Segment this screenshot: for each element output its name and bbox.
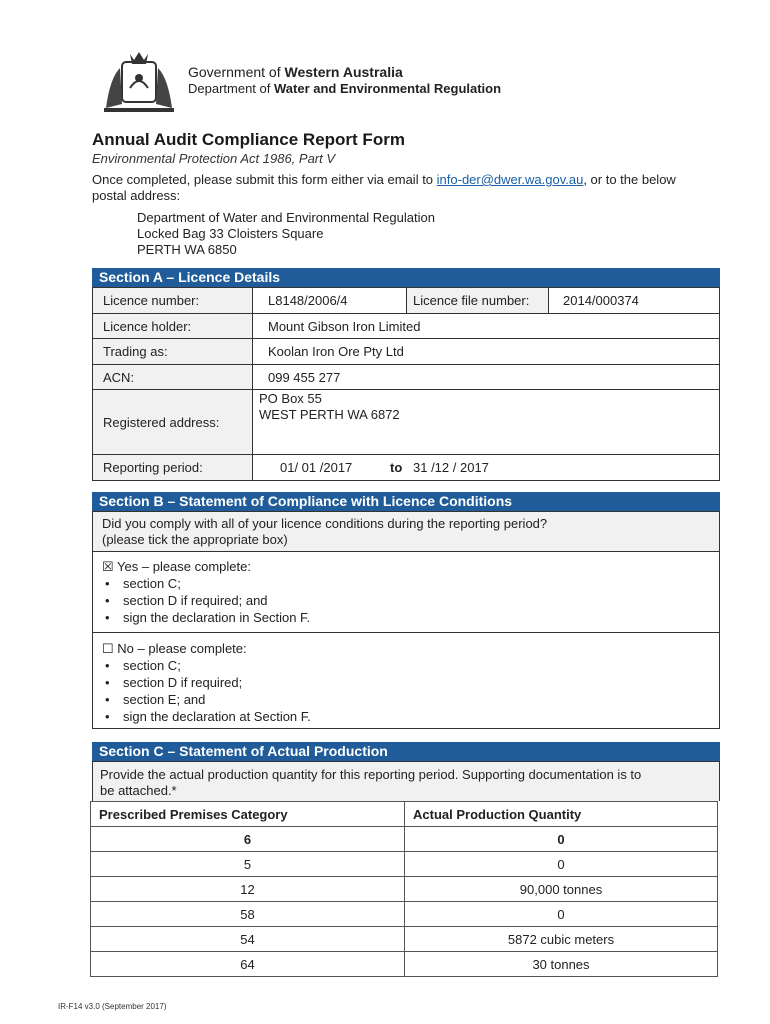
email-link[interactable]: info-der@dwer.wa.gov.au: [436, 172, 584, 187]
trading-as-label: Trading as:: [93, 339, 253, 364]
reporting-period-to-label: to: [390, 460, 403, 475]
acn-row: [93, 365, 719, 390]
government-name: Government of Western Australia: [188, 64, 403, 80]
section-c-header: Section C – Statement of Actual Production: [92, 742, 720, 761]
table-row: 6 0: [91, 827, 718, 852]
list-item: • section C;: [93, 657, 719, 674]
list-item: • section E; and: [93, 691, 719, 708]
list-item: • section D if required; and: [93, 592, 719, 609]
section-b-header: Section B – Statement of Compliance with Licence Conditions: [92, 492, 720, 511]
trading-as-value: Koolan Iron Ore Pty Ltd: [268, 344, 404, 359]
licence-details-table: [92, 287, 720, 481]
registered-address-row: [93, 390, 719, 455]
registered-address-value: PO Box 55 WEST PERTH WA 6872: [259, 391, 400, 422]
table-header-row: [91, 802, 718, 827]
yes-label: Yes – please complete:: [117, 559, 251, 574]
no-label: No – please complete:: [117, 641, 247, 656]
section-a-header: Section A – Licence Details: [92, 268, 720, 287]
list-item: • sign the declaration at Section F.: [93, 708, 719, 725]
reporting-period-label: Reporting period:: [93, 455, 253, 480]
table-row: 64 30 tonnes: [91, 952, 718, 977]
production-instructions: Provide the actual production quantity for this reporting period. Supporting documentation is to be attached.*: [92, 761, 720, 801]
yes-requirements-list: [93, 575, 719, 626]
licence-number-value: L8148/2006/4: [268, 293, 348, 308]
licence-number-row: [93, 288, 719, 314]
compliance-no-option: [93, 633, 719, 728]
wa-crest-logo: [100, 48, 178, 120]
table-row: 12 90,000 tonnes: [91, 877, 718, 902]
category-column-header: Prescribed Premises Category: [91, 802, 405, 827]
registered-address-label: Registered address:: [93, 390, 253, 454]
licence-holder-value: Mount Gibson Iron Limited: [268, 319, 421, 334]
quantity-column-header: Actual Production Quantity: [405, 802, 718, 827]
form-subtitle: Environmental Protection Act 1986, Part V: [92, 151, 336, 166]
licence-holder-row: [93, 314, 719, 339]
acn-label: ACN:: [93, 365, 253, 389]
postal-address: Department of Water and Environmental Regulation Locked Bag 33 Cloisters Square PERTH WA 6850: [137, 210, 435, 257]
table-row: 5 0: [91, 852, 718, 877]
compliance-yes-option: [93, 552, 719, 633]
yes-checkbox[interactable]: ☒: [102, 559, 114, 574]
compliance-question: Did you comply with all of your licence conditions during the reporting period? (please tick the appropriate box): [93, 512, 719, 552]
trading-as-row: [93, 339, 719, 365]
table-row: 58 0: [91, 902, 718, 927]
list-item: • sign the declaration in Section F.: [93, 609, 719, 626]
licence-file-value: 2014/000374: [563, 293, 639, 308]
acn-value: 099 455 277: [268, 370, 341, 385]
list-item: • section C;: [93, 575, 719, 592]
production-table: [90, 801, 718, 977]
list-item: • section D if required;: [93, 674, 719, 691]
reporting-period-to: 31 /12 / 2017: [413, 460, 489, 475]
licence-file-label: Licence file number:: [407, 288, 548, 313]
licence-number-label: Licence number:: [93, 288, 253, 313]
reporting-period-row: [93, 455, 719, 480]
table-row: 54 5872 cubic meters: [91, 927, 718, 952]
no-requirements-list: [93, 657, 719, 725]
licence-holder-label: Licence holder:: [93, 314, 253, 338]
department-name: Department of Water and Environmental Regulation: [188, 81, 502, 96]
compliance-table: [92, 511, 720, 729]
submission-instructions: Once completed, please submit this form either via email to info-der@dwer.wa.gov.au, or to the below postal address:: [92, 172, 676, 203]
form-title: Annual Audit Compliance Report Form: [92, 130, 405, 149]
reporting-period-from: 01/ 01 /2017: [280, 460, 353, 475]
form-version-footer: IR-F14 v3.0 (September 2017): [58, 1002, 167, 1011]
no-checkbox[interactable]: ☐: [102, 641, 114, 656]
